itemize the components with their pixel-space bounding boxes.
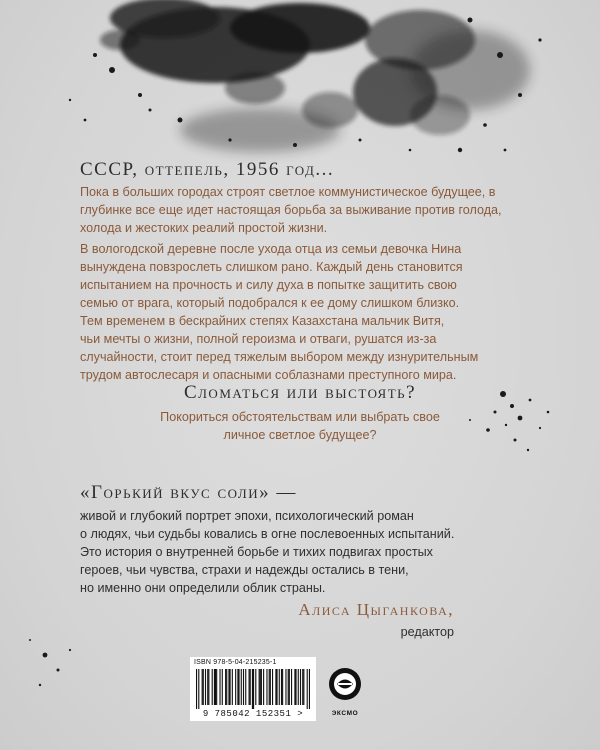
heading-book-title-quote: «Горький вкус соли» —	[80, 482, 297, 503]
barcode-bar	[250, 669, 251, 705]
heading-break-or-endure: Сломаться или выстоять?	[183, 382, 417, 403]
barcode-bar	[237, 669, 238, 705]
barcode-bar	[303, 669, 304, 705]
barcode-bar	[214, 669, 215, 705]
isbn-number: ISBN 978-5-04-215235-1	[194, 659, 277, 666]
synopsis-paragraph	[80, 240, 520, 384]
barcode-bar	[232, 669, 233, 705]
barcode-bar	[275, 669, 276, 705]
review-line: героев, чьи чувства, страхи и надежды остались в тени,	[80, 563, 409, 577]
barcode-bar	[208, 669, 209, 705]
review-line: но именно они определили облик страны.	[80, 581, 326, 595]
barcode-bar	[289, 669, 290, 705]
barcode-bar	[261, 669, 262, 705]
publisher-name: ЭКСМО	[331, 710, 359, 717]
barcode-bar	[245, 669, 246, 705]
barcode-bar	[269, 669, 270, 705]
barcode-bar	[263, 669, 264, 705]
barcode-bar	[202, 669, 203, 705]
barcode-bar	[260, 669, 261, 705]
barcode-bar	[279, 669, 280, 705]
barcode-bar	[225, 669, 226, 705]
synopsis-line: Тем временем в бескрайних степях Казахстана мальчик Витя,	[80, 314, 445, 328]
barcode-bar	[281, 669, 282, 705]
barcode-bar	[294, 669, 295, 705]
question-line: Покориться обстоятельствам или выбрать свое	[160, 410, 440, 424]
barcode-bar	[276, 669, 277, 705]
synopsis-line: случайности, стоит перед тяжелым выбором между изнурительным	[80, 350, 479, 364]
author-name: Алиса Цыганкова,	[298, 600, 454, 619]
author-role: редактор	[400, 625, 454, 639]
barcode-bar	[252, 669, 253, 709]
barcode-bar	[266, 669, 267, 705]
synopsis-line: чьи мечты о жизни, полной героизма и отваги, рушатся из-за	[80, 332, 437, 346]
barcode-bar	[295, 669, 296, 705]
barcode-bar	[291, 669, 292, 705]
barcode-bar	[302, 669, 303, 705]
barcode-bar	[203, 669, 204, 705]
barcode-bar	[255, 669, 256, 705]
barcode-bar	[300, 669, 301, 705]
barcode-bar	[288, 669, 289, 705]
review-line: живой и глубокий портрет эпохи, психологический роман	[80, 509, 414, 523]
synopsis-line: вынуждена повзрослеть слишком рано. Каждый день становится	[80, 260, 463, 274]
review-paragraph	[80, 507, 520, 597]
barcode-bar	[243, 669, 244, 705]
barcode-bar	[259, 669, 260, 705]
barcode-bar	[222, 669, 223, 705]
barcode-bar	[198, 669, 199, 709]
question-line: личное светлое будущее?	[223, 428, 377, 442]
barcode-bar	[215, 669, 216, 705]
barcode-bar	[298, 669, 299, 705]
review-line: Это история о внутренней борьбе и тихих подвигах простых	[80, 545, 433, 559]
barcode-digits: 9 785042 152351 >	[202, 709, 304, 719]
barcode-bar	[307, 669, 308, 709]
barcode-bar	[270, 669, 271, 705]
barcode-bar	[309, 669, 310, 709]
barcode-bars	[196, 669, 310, 709]
barcode-bar	[238, 669, 239, 705]
barcode-bar	[196, 669, 197, 709]
barcode-label	[190, 657, 316, 721]
barcode-bar	[241, 669, 242, 705]
barcode-bar	[272, 669, 273, 705]
barcode-bar	[205, 669, 206, 705]
barcode-bar	[216, 669, 217, 705]
question-paragraph	[80, 408, 520, 444]
synopsis-line: испытанием на прочность и силу духа в попытке защитить свою	[80, 278, 457, 292]
barcode-bar	[235, 669, 236, 705]
synopsis-line: трудом автослесаря и опасными соблазнами преступного мира.	[80, 368, 457, 382]
barcode-bar	[230, 669, 231, 705]
intro-paragraph: Пока в больших городах строят светлое коммунистическое будущее, в глубинке все еще идет настоящая борьба за выживание против голода, холода и жестоких реалий простой жизни.	[80, 185, 502, 235]
barcode-bar	[253, 669, 254, 709]
barcode-bar	[285, 669, 286, 705]
barcode-bar	[249, 669, 250, 705]
barcode-bar	[228, 669, 229, 705]
barcode-bar	[212, 669, 213, 705]
barcode-bar	[282, 669, 283, 705]
barcode-bar	[226, 669, 227, 705]
heading-ussr-1956: СССР, оттепель, 1956 год...	[80, 159, 335, 180]
barcode-bar	[207, 669, 208, 705]
review-line: о людях, чьи судьбы ковались в огне послевоенных испытаний.	[80, 527, 455, 541]
barcode-bar	[219, 669, 220, 705]
synopsis-line: В вологодской деревне после ухода отца из семьи девочка Нина	[80, 242, 462, 256]
synopsis-line: семью от врага, который подобрался к ее дому слишком близко.	[80, 296, 460, 310]
